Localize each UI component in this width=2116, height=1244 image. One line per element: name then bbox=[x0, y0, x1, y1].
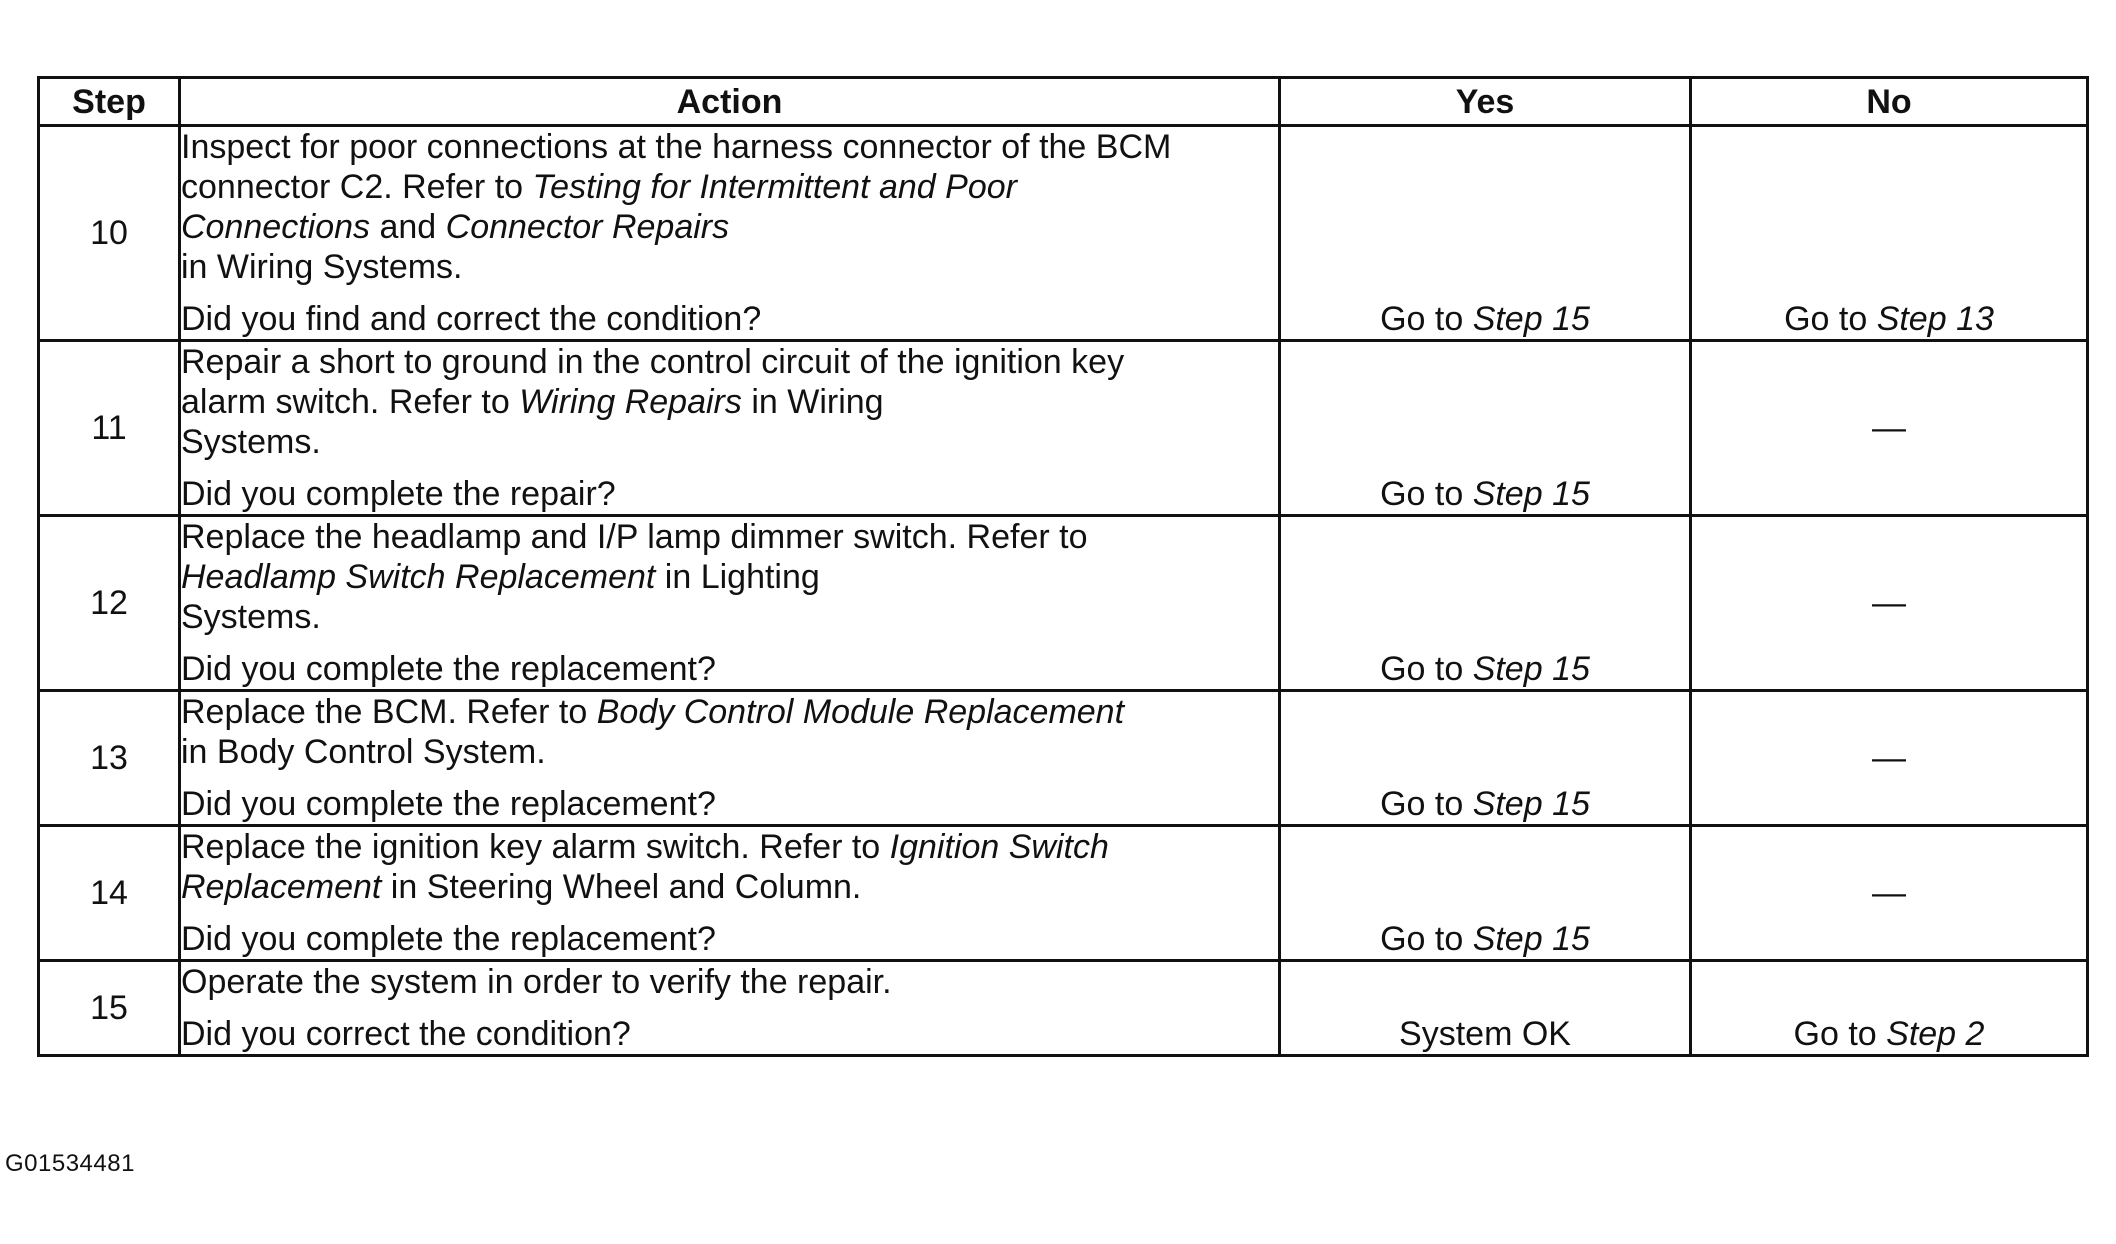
action-line bbox=[181, 207, 1278, 247]
action-line bbox=[181, 247, 1278, 287]
reference-title: Connections bbox=[181, 208, 371, 246]
no-result bbox=[1691, 341, 2088, 516]
step-number: 15 bbox=[39, 961, 180, 1056]
table-row bbox=[39, 961, 2088, 1056]
yes-result bbox=[1280, 691, 1691, 826]
yes-result bbox=[1280, 126, 1691, 341]
action-line bbox=[181, 692, 1278, 732]
no-result bbox=[1691, 826, 2088, 961]
action-text: alarm switch. Refer to bbox=[181, 383, 520, 421]
action-line bbox=[181, 597, 1278, 637]
step-number: 12 bbox=[39, 516, 180, 691]
header-action: Action bbox=[180, 78, 1280, 126]
action-line bbox=[181, 382, 1278, 422]
diagnostic-table-sheet bbox=[37, 76, 2086, 1057]
reference-title: Testing for Intermittent and Poor bbox=[532, 168, 1017, 206]
action-text: Systems. bbox=[181, 598, 321, 636]
diagnostic-table bbox=[37, 76, 2089, 1057]
action-question: Did you find and correct the condition? bbox=[181, 300, 762, 338]
action-description bbox=[181, 342, 1278, 462]
step-reference: Step 2 bbox=[1886, 1015, 1985, 1053]
action-line bbox=[181, 422, 1278, 462]
step-reference: Step 15 bbox=[1472, 475, 1590, 513]
action-cell bbox=[180, 516, 1280, 691]
header-no: No bbox=[1691, 78, 2088, 126]
action-text: Operate the system in order to verify the repair. bbox=[181, 963, 892, 1001]
action-text: Replace the ignition key alarm switch. Refer to bbox=[181, 828, 890, 866]
action-text: in Wiring bbox=[741, 383, 884, 421]
action-line bbox=[181, 342, 1278, 382]
reference-title: Headlamp Switch Replacement bbox=[181, 558, 656, 596]
result-text: System OK bbox=[1399, 1015, 1571, 1053]
action-cell bbox=[180, 961, 1280, 1056]
action-question: Did you complete the replacement? bbox=[181, 920, 716, 958]
step-reference: Step 15 bbox=[1472, 920, 1590, 958]
yes-result bbox=[1280, 826, 1691, 961]
figure-id: G01534481 bbox=[5, 1150, 135, 1177]
action-text: and bbox=[370, 208, 446, 246]
action-text: in Body Control System. bbox=[181, 733, 546, 771]
reference-title: Replacement bbox=[181, 868, 382, 906]
goto-label: Go to bbox=[1380, 650, 1473, 688]
action-text: in Lighting bbox=[655, 558, 820, 596]
not-applicable-dash: — bbox=[1872, 584, 1906, 622]
action-text: in Wiring Systems. bbox=[181, 248, 463, 286]
goto-label: Go to bbox=[1793, 1015, 1887, 1053]
action-question: Did you correct the condition? bbox=[181, 1015, 631, 1053]
step-number: 14 bbox=[39, 826, 180, 961]
action-text: Replace the BCM. Refer to bbox=[181, 693, 597, 731]
step-reference: Step 15 bbox=[1472, 300, 1590, 338]
no-result bbox=[1691, 126, 2088, 341]
action-line bbox=[181, 867, 1278, 907]
reference-title: Connector Repairs bbox=[445, 208, 730, 246]
table-row bbox=[39, 341, 2088, 516]
not-applicable-dash: — bbox=[1872, 874, 1906, 912]
action-description bbox=[181, 517, 1278, 637]
table-row bbox=[39, 126, 2088, 341]
action-line bbox=[181, 517, 1278, 557]
header-step: Step bbox=[39, 78, 180, 126]
table-header-row bbox=[39, 78, 2088, 126]
table-row bbox=[39, 516, 2088, 691]
no-result bbox=[1691, 691, 2088, 826]
step-number: 10 bbox=[39, 126, 180, 341]
action-description bbox=[181, 962, 1278, 1002]
not-applicable-dash: — bbox=[1872, 409, 1906, 447]
action-text: Systems. bbox=[181, 423, 321, 461]
action-cell bbox=[180, 826, 1280, 961]
action-description bbox=[181, 827, 1278, 907]
action-text: connector C2. Refer to bbox=[181, 168, 533, 206]
yes-result bbox=[1280, 341, 1691, 516]
action-line bbox=[181, 167, 1278, 207]
goto-label: Go to bbox=[1380, 300, 1473, 338]
reference-title: Body Control Module Replacement bbox=[596, 693, 1125, 731]
action-description bbox=[181, 127, 1278, 287]
action-question: Did you complete the replacement? bbox=[181, 650, 716, 688]
action-cell bbox=[180, 126, 1280, 341]
yes-result bbox=[1280, 961, 1691, 1056]
action-line bbox=[181, 732, 1278, 772]
goto-label: Go to bbox=[1380, 475, 1473, 513]
yes-result bbox=[1280, 516, 1691, 691]
step-reference: Step 13 bbox=[1876, 300, 1994, 338]
action-cell bbox=[180, 691, 1280, 826]
goto-label: Go to bbox=[1380, 785, 1473, 823]
action-text: Repair a short to ground in the control circuit of the ignition key bbox=[181, 343, 1125, 381]
action-cell bbox=[180, 341, 1280, 516]
not-applicable-dash: — bbox=[1872, 739, 1906, 777]
action-description bbox=[181, 692, 1278, 772]
action-text: Replace the headlamp and I/P lamp dimmer switch. Refer to bbox=[181, 518, 1088, 556]
table-row bbox=[39, 826, 2088, 961]
table-row bbox=[39, 691, 2088, 826]
action-question: Did you complete the replacement? bbox=[181, 785, 716, 823]
action-text: Inspect for poor connections at the harness connector of the BCM bbox=[181, 128, 1172, 166]
reference-title: Wiring Repairs bbox=[519, 383, 742, 421]
step-reference: Step 15 bbox=[1472, 650, 1590, 688]
action-text: in Steering Wheel and Column. bbox=[381, 868, 862, 906]
action-question: Did you complete the repair? bbox=[181, 475, 616, 513]
step-reference: Step 15 bbox=[1472, 785, 1590, 823]
table-body bbox=[39, 126, 2088, 1056]
header-yes: Yes bbox=[1280, 78, 1691, 126]
step-number: 13 bbox=[39, 691, 180, 826]
action-line bbox=[181, 127, 1278, 167]
action-line bbox=[181, 962, 1278, 1002]
action-line bbox=[181, 557, 1278, 597]
goto-label: Go to bbox=[1380, 920, 1473, 958]
goto-label: Go to bbox=[1784, 300, 1877, 338]
no-result bbox=[1691, 516, 2088, 691]
reference-title: Ignition Switch bbox=[889, 828, 1109, 866]
no-result bbox=[1691, 961, 2088, 1056]
step-number: 11 bbox=[39, 341, 180, 516]
action-line bbox=[181, 827, 1278, 867]
